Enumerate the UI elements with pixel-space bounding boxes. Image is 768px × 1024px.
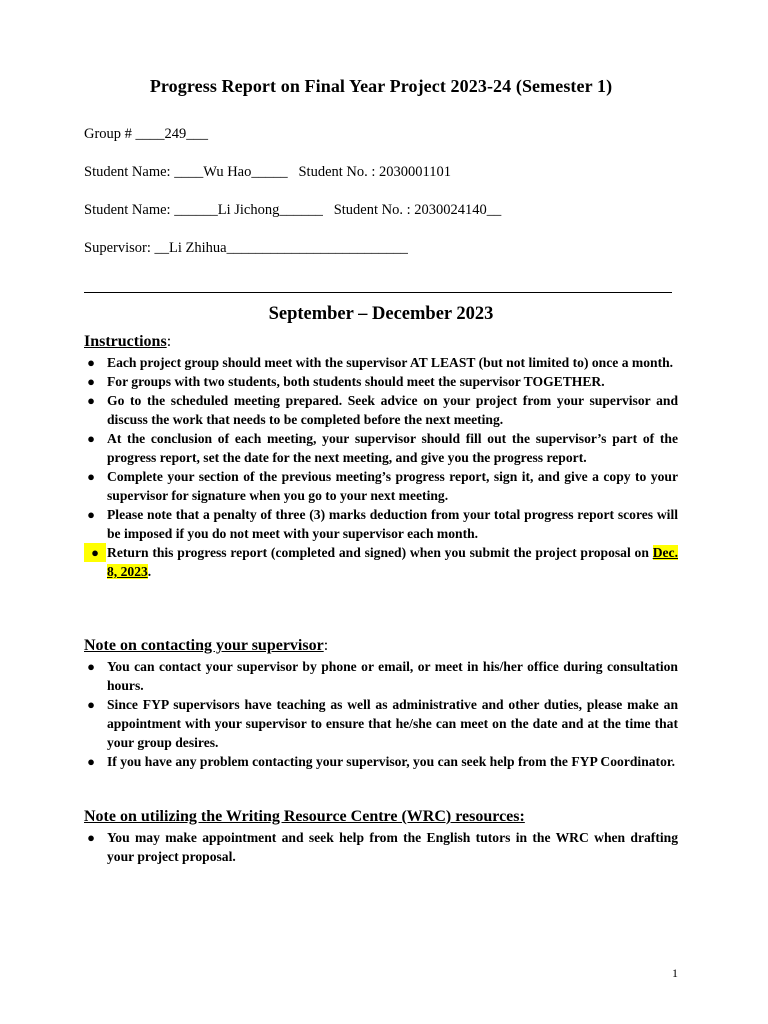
list-item [84,505,678,543]
bullet-dot-icon: ● [87,374,95,389]
bullet-dot-icon: ● [87,754,95,769]
contact-heading [84,637,328,655]
list-item [84,372,678,391]
bullet-dot-icon: ● [84,543,106,562]
bullet-dot-icon: ● [87,697,95,712]
list-item-text: Please note that a penalty of three (3) marks deduction from your total progress report scores will be imposed if you do not meet with your supervisor each month. [107,507,678,541]
contact-heading-colon: : [323,637,329,654]
document-title: Progress Report on Final Year Project 2023-24 (Semester 1) [149,76,613,96]
student-1-field: Student Name: ____Wu Hao_____ Student No. : 2030001101 [84,164,451,180]
list-item-text: Since FYP supervisors have teaching as well as administrative and other duties, please make an appointment with your supervisor to ensure that he/she can meet on the date and at the time that your group desires. [107,697,678,750]
list-item-text: Return this progress report (completed and signed) when you submit the project proposal on [107,545,653,560]
list-item [84,828,678,866]
student-2-field: Student Name: ______Li Jichong______ Student No. : 2030024140__ [84,202,502,218]
list-item-text: Go to the scheduled meeting prepared. Seek advice on your project from your supervisor and discuss the work that needs to be completed before the next meeting. [107,393,678,427]
list-item-text: Each project group should meet with the supervisor AT LEAST (but not limited to) once a month. [107,355,674,370]
contact-heading-text: Note on contacting your supervisor [84,637,324,654]
list-item-text: At the conclusion of each meeting, your supervisor should fill out the supervisor’s part of the progress report, set the date for the next meeting, and give you the progress report. [107,431,678,465]
list-item [84,429,678,467]
instructions-heading [84,333,171,351]
divider-line [84,292,672,293]
period-heading: September – December 2023 [268,304,494,324]
list-item-end: . [147,564,152,579]
bullet-dot-icon: ● [87,393,95,408]
page-number: 1 [672,966,678,980]
list-item-text: For groups with two students, both students should meet the supervisor TOGETHER. [107,374,605,389]
bullet-dot-icon: ● [87,431,95,446]
list-item [84,657,678,695]
bullet-dot-icon: ● [87,830,95,845]
wrc-heading [84,808,525,826]
wrc-heading-text: Note on utilizing the Writing Resource Centre (WRC) resources: [84,808,525,825]
instructions-list [84,353,678,581]
list-item [84,467,678,505]
list-item [84,353,678,372]
list-item-text: If you have any problem contacting your supervisor, you can seek help from the FYP Coordinator. [107,754,676,769]
list-item-text: You can contact your supervisor by phone or email, or meet in his/her office during consultation hours. [107,659,678,693]
bullet-dot-icon: ● [87,659,95,674]
bullet-dot-icon: ● [87,507,95,522]
bullet-dot-icon: ● [87,469,95,484]
instructions-heading-colon: : [166,333,172,350]
supervisor-field: Supervisor: __Li Zhihua_________________________ [84,240,408,256]
list-item-text: You may make appointment and seek help from the English tutors in the WRC when drafting your project proposal. [107,830,678,864]
wrc-list [84,828,678,866]
bullet-dot-icon: ● [87,355,95,370]
list-item [84,543,678,581]
group-number-field: Group # ____249___ [84,126,209,142]
list-item [84,752,678,771]
instructions-heading-text: Instructions [84,333,167,350]
contact-list [84,657,678,771]
deadline-date: Dec. 8, 2023 [107,545,678,579]
list-item [84,695,678,752]
list-item-text: Complete your section of the previous meeting’s progress report, sign it, and give a copy to your supervisor for signature when you go to your next meeting. [107,469,678,503]
list-item [84,391,678,429]
